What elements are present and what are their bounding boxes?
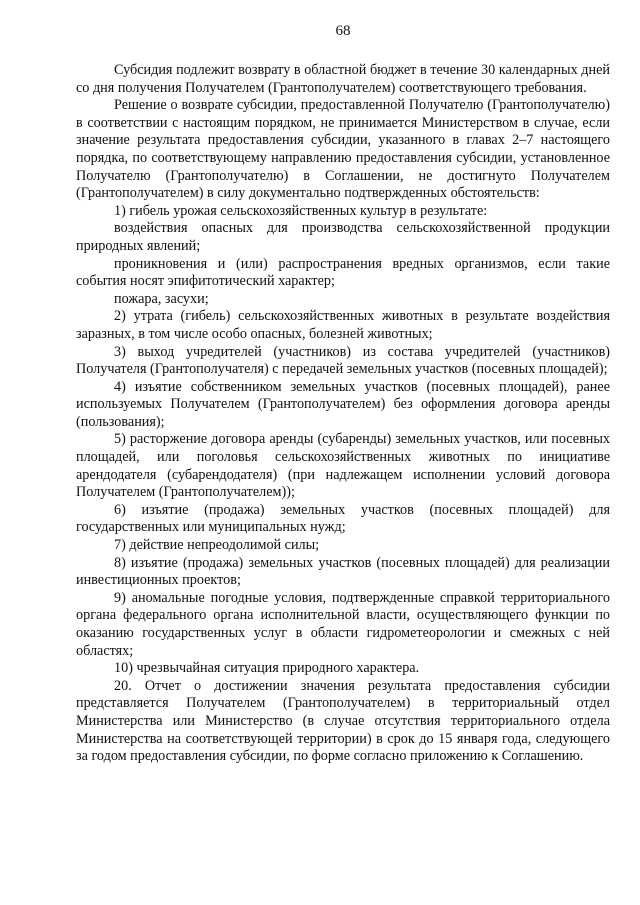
- list-subitem-harmful-organisms: проникновения и (или) распространения вредных организмов, если такие события носят эпифитотический характер;: [76, 255, 610, 290]
- list-item-state-needs: 6) изъятие (продажа) земельных участков (посевных площадей) для государственных или муниципальных нужд;: [76, 501, 610, 536]
- document-page: [76, 22, 610, 766]
- list-item-abnormal-weather: 9) аномальные погодные условия, подтвержденные справкой территориального органа федерального органа исполнительной власти, осуществляющего функции по оказанию государственных услуг в области гидрометеорологии и смежных с ней областях;: [76, 589, 610, 659]
- list-item-founders-exit: 3) выход учредителей (участников) из состава учредителей (участников) Получателя (Грантополучателя) с передачей земельных участков (посевных площадей);: [76, 343, 610, 378]
- list-item-natural-emergency: 10) чрезвычайная ситуация природного характера.: [114, 660, 420, 677]
- paragraph-refund-exceptions: Решение о возврате субсидии, предоставленной Получателю (Грантополучателю) в соответствии с настоящим порядком, не принимается Министерством в случае, если значение результата предоставления субсидии, указанного в главах 2–7 настоящего порядка, по соответствующему направлению предоставления субсидии, установленное Получателю (Грантополучателю) в Соглашении, не достигнуто Получателем (Грантополучателем) в силу документально подтвержденных обстоятельств:: [76, 97, 610, 202]
- list-item-investment-projects: 8) изъятие (продажа) земельных участков (посевных площадей) для реализации инвестиционных проектов;: [76, 554, 610, 589]
- list-item-animal-loss: 2) утрата (гибель) сельскохозяйственных животных в результате воздействия заразных, в том числе особо опасных, болезней животных;: [76, 308, 610, 342]
- list-item-lease-termination: 5) расторжение договора аренды (субаренды) земельных участков, или посевных площадей, или поголовья сельскохозяйственных животных по инициативе арендодателя (субарендодателя) (при надлежащем исполнении условий договора Получателем (Грантополучателем));: [76, 431, 610, 501]
- list-item-land-seizure: 4) изъятие собственником земельных участков (посевных площадей), ранее используемых Получателем (Грантополучателем) без оформления договора аренды (пользования);: [76, 378, 610, 430]
- list-subitem-natural-phenomena: воздействия опасных для производства сельскохозяйственной продукции природных явлений;: [76, 220, 610, 254]
- paragraph-report-submission: 20. Отчет о достижении значения результата предоставления субсидии представляется Получателем (Грантополучателем) в территориальный отдел Министерства или Министерство (в случае отсутствия территориального отдела Министерства на соответствующей территории) в срок до 15 января года, следующего за годом предоставления субсидии, по форме согласно приложению к Соглашению.: [76, 677, 610, 765]
- paragraph-refund-deadline: Субсидия подлежит возврату в областной бюджет в течение 30 календарных дней со дня получения Получателем (Грантополучателем) соответствующего требования.: [76, 62, 610, 96]
- page-number: 68: [335, 23, 351, 39]
- list-subitem-fire-drought: пожара, засухи;: [114, 290, 209, 307]
- list-item-crop-loss: 1) гибель урожая сельскохозяйственных культур в результате:: [114, 202, 488, 219]
- list-item-force-majeure: 7) действие непреодолимой силы;: [114, 537, 320, 554]
